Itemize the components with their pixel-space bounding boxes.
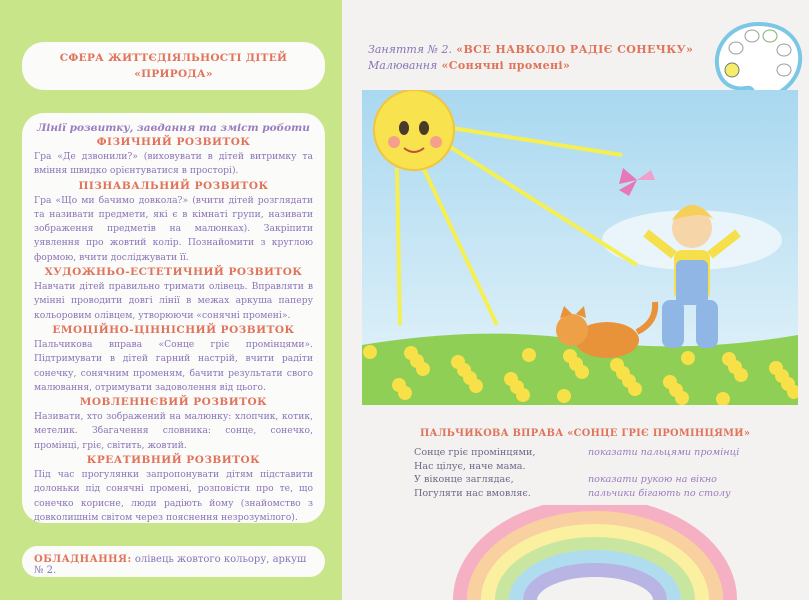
- activity-label: Малювання: [368, 59, 438, 72]
- poem-line: Нас цілує, наче мама.: [414, 460, 526, 472]
- section-heading: ХУДОЖНЬО-ЕСТЕТИЧНИЙ РОЗВИТОК: [44, 266, 303, 279]
- poem-line: У віконце заглядає,: [414, 474, 514, 485]
- left-panel: [0, 0, 342, 600]
- section-text: Під час прогулянки запропонувати дітям підставити долоньки під сонячні промені, розповісти про те, що сонечко корисне, люди радіють йому (знайомство з довколишнім світом через пояснення незрозумілого).: [34, 469, 313, 523]
- lesson-title: «ВСЕ НАВКОЛО РАДІЄ СОНЕЧКУ»: [451, 43, 694, 56]
- poem-line: Сонце гріє промінцями,: [414, 447, 536, 458]
- action-line: [588, 460, 739, 474]
- action-line: пальчики бігають по столу: [588, 487, 731, 499]
- lesson-label: Заняття № 2.: [368, 43, 452, 56]
- sphere-subtitle: «ПРИРОДА»: [134, 68, 213, 80]
- section-heading: МОВЛЕННЄВИЙ РОЗВИТОК: [79, 396, 268, 409]
- flower: [504, 372, 518, 386]
- sphere-title: СФЕРА ЖИТТЄДІЯЛЬНОСТІ ДІТЕЙ: [59, 52, 288, 64]
- flower: [663, 375, 677, 389]
- flower: [681, 351, 695, 365]
- flower: [610, 358, 624, 372]
- section-text: Навчати дітей правильно тримати олівець. Вправляти в умінні проводити довгі лінії в межах аркуша паперу кольоровим олівцем, утворюючи «сонячні промені».: [34, 281, 313, 321]
- section-heading: ФІЗИЧНИЙ РОЗВИТОК: [96, 136, 251, 148]
- poem: [414, 446, 535, 500]
- poem-line: Погуляти нас вмовляє.: [414, 487, 531, 499]
- lines-heading: Лінії розвитку, завдання та зміст роботи: [37, 122, 310, 134]
- section-text: Називати, хто зображений на малюнку: хлопчик, котик, метелик. Збагачення словника: сонце, сонечко, промінці, гріє, світить, жовтий.: [34, 411, 313, 451]
- flower: [404, 346, 418, 360]
- poem-actions: [588, 446, 739, 500]
- section-heading: ЕМОЦІЙНО-ЦІННІСНИЙ РОЗВИТОК: [52, 323, 295, 336]
- section-heading: КРЕАТИВНИЙ РОЗВИТОК: [86, 454, 261, 467]
- development-box: [22, 113, 325, 523]
- flower: [557, 389, 571, 403]
- flower: [451, 355, 465, 369]
- equipment-box: [22, 546, 325, 577]
- section-text: Пальчикова вправа «Сонце гріє промінцями». Підтримувати в дітей гарний настрій, вчити радіти сонечку, сонячним променям, бачити результати свого малювання, отримувати задоволення від цього.: [34, 338, 313, 393]
- sphere-title-box: [22, 42, 325, 90]
- lesson-header: [368, 42, 693, 74]
- flower: [722, 352, 736, 366]
- action-line: показати пальцями промінці: [588, 447, 740, 458]
- action-line: показати рукою на вікно: [588, 474, 717, 485]
- activity-title: «Сонячні промені»: [437, 59, 571, 72]
- section-text: Гра «Де дзвонили?» (виховувати в дітей витримку та вміння швидко орієнтуватися в просторі).: [34, 151, 313, 177]
- rainbow: [450, 505, 740, 600]
- equipment-label: ОБЛАДНАННЯ:: [34, 554, 132, 565]
- sun: [374, 90, 454, 170]
- section-heading: ПІЗНАВАЛЬНИЙ РОЗВИТОК: [78, 179, 269, 192]
- section-text: Гра «Що ми бачимо довкола?» (вчити дітей розглядати та називати предмети, які є в кімнаті групи, називати зображення предметів на малюнках). Закріпити уявлення про жовтий колір. Познайомити з круглою формою, вчити досліджувати її.: [34, 194, 313, 263]
- equipment-text: олівець жовтого кольору, аркуш № 2.: [34, 554, 307, 576]
- flower: [522, 348, 536, 362]
- lesson-illustration: [362, 90, 798, 405]
- flower: [769, 361, 783, 375]
- flower: [563, 349, 577, 363]
- flower: [392, 378, 406, 392]
- finger-exercise-title: ПАЛЬЧИКОВА ВПРАВА «СОНЦЕ ГРІЄ ПРОМІНЦЯМИ»: [420, 428, 751, 439]
- flower: [363, 345, 377, 359]
